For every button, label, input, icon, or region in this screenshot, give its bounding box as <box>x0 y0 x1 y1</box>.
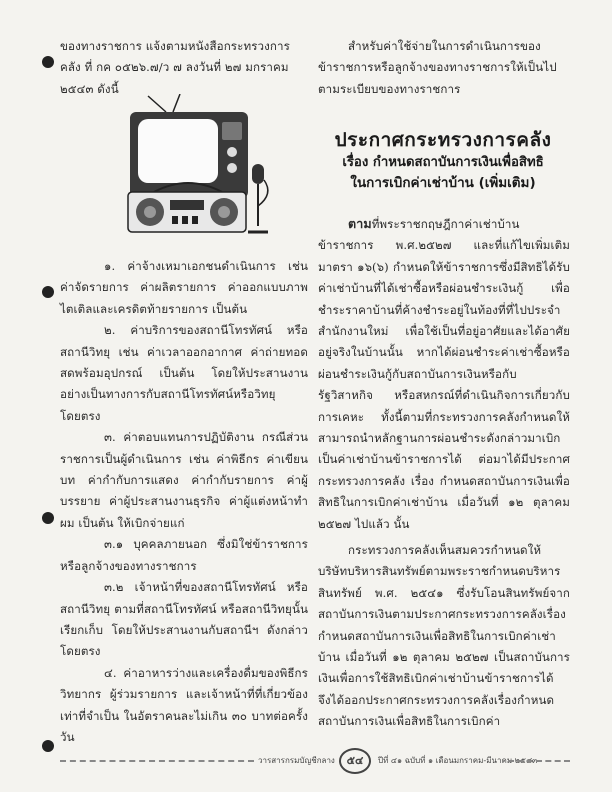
lead-word: ตาม <box>348 216 372 231</box>
issue-info: ปีที่ ๔๑ ฉบับที่ ๑ เดือนมกราคม-มีนาคม ๒๕๔๓ <box>378 756 538 765</box>
list-item: ๑. ค่าจ้างเหมาเอกชนดำเนินการ เช่น ค่าจัดรายการ ค่าผลิตรายการ ค่าออกแบบภาพไตเติลและเครดิตท้ายรายการ เป็นต้น <box>60 259 308 316</box>
binder-hole <box>42 286 54 298</box>
announcement-headline <box>316 128 570 194</box>
headline-title: ประกาศกระทรวงการคลัง <box>334 129 552 151</box>
microphone-icon <box>248 164 268 232</box>
headline-subject: เรื่อง กำหนดสถาบันการเงินเพื่อสิทธิ <box>342 155 544 170</box>
media-illustration <box>118 94 278 244</box>
left-column-intro <box>60 36 308 100</box>
list-item: ๔. ค่าอาหารว่างและเครื่องดื่มของพิธีกร วิทยากร ผู้ร่วมรายการ และเจ้าหน้าที่ที่เกี่ยวข้อง เท่าที่จำเป็น ในอัตราคนละไม่เกิน ๓๐ บาทต่อครั้งวัน <box>60 665 308 744</box>
list-item: ๒. ค่าบริการของสถานีโทรทัศน์ หรือสถานีวิทยุ เช่น ค่าเวลาออกอากาศ ค่าถ่ายทอดสดพร้อมอุปกรณ์ เป็นต้น โดยให้ประสานงานอย่างเป็นทางการกับสถานีโทรทัศน์หรือวิทยุ โดยตรง <box>60 323 308 423</box>
headline-subject-cont: ในการเบิกค่าเช่าบ้าน (เพิ่มเติม) <box>350 175 536 191</box>
binder-hole <box>42 56 54 68</box>
right-column-intro <box>318 36 570 100</box>
body-text: ที่พระราชกฤษฎีกาค่าเช่าบ้านข้าราชการ พ.ศ.๒๕๒๗ และที่แก้ไขเพิ่มเติม มาตรา ๑๖(๖) กำหนดให้ข้าราชการซึ่งมีสิทธิได้รับค่าเช่าบ้านที่ได้เช่าซื้อหรือผ่อนชำระเงินกู้ เพื่อชำระราคาบ้านที่ค้างชำระอยู่ในท้องที่ที่ไปประจำสำนักงานใหม่ เพื่อใช้เป็นที่อยู่อาศัยและได้อาศัยอยู่จริงในบ้านนั้น หากได้ผ่อนชำระค่าเช่าซื้อหรือผ่อนชำระเงินกู้กับสถาบันการเงินหรือกับรัฐวิสาหกิจ หรือสหกรณ์ที่ดำเนินกิจการเกี่ยวกับการเคหะ ทั้งนี้ตามที่กระทรวงการคลังกำหนดให้สามารถนำหลักฐานการผ่อนชำระดังกล่าวมาเบิกเป็นค่าเช่าบ้านข้าราชการได้ ต่อมาได้มีประกาศกระทรวงการคลัง เรื่อง กำหนดสถาบันการเงินเพื่อสิทธิในการเบิกค่าเช่าบ้าน เมื่อวันที่ ๑๒ ตุลาคม ๒๕๒๗ ไปแล้ว นั้น <box>318 217 570 531</box>
list-item: ๓.๒ เจ้าหน้าที่ของสถานีโทรทัศน์ หรือสถานีวิทยุ ตามที่สถานีโทรทัศน์ หรือสถานีวิทยุนั้นเรียกเก็บ โดยให้ประสานงานกับสถานีฯ ดังกล่าวโดยตรง <box>60 580 308 659</box>
right-column-continued <box>318 540 570 733</box>
magazine-name: วารสารกรมบัญชีกลาง <box>258 756 335 765</box>
page-number: ๕๔ <box>339 748 371 774</box>
page-footer <box>60 748 570 774</box>
footer-divider <box>60 760 254 762</box>
intro-paragraph: ของทางราชการ แจ้งตามหนังสือกระทรวงการคลัง ที่ กค ๐๕๒๖.๗/ว ๗ ลงวันที่ ๒๗ มกราคม ๒๕๔๓ ดังนี้ <box>60 39 290 96</box>
left-column-items <box>60 256 308 748</box>
body-paragraph <box>318 213 570 535</box>
footer-divider <box>508 760 570 762</box>
list-item: ๓. ค่าตอบแทนการปฏิบัติงาน กรณีส่วนราชการเป็นผู้ดำเนินการ เช่น ค่าพิธีกร ค่าเขียนบท ค่ากำกับการแสดง ค่ากำกับรายการ ค่าผู้บรรยาย ค่าผู้ประสานงานธุรกิจ ค่าผู้แต่งหน้าทำผม เป็นต้น ให้เบิกจ่ายแก่ <box>60 430 308 530</box>
body-paragraph-2: กระทรวงการคลังเห็นสมควรกำหนดให้บริษัทบริหารสินทรัพย์ตามพระราชกำหนดบริหารสินทรัพย์ พ.ศ. ๒๕๔๑ ซึ่งรับโอนสินทรัพย์จากสถาบันการเงินตามประกาศกระทรวงการคลังเรื่อง กำหนดสถาบันการเงินเพื่อสิทธิในการเบิกค่าเช่าบ้าน เมื่อวันที่ ๑๒ ตุลาคม ๒๕๒๗ เป็นสถาบันการเงินเพื่อการใช้สิทธิเบิกค่าเช่าบ้านข้าราชการได้ จึงได้ออกประกาศกระทรวงการคลังเรื่องกำหนดสถาบันการเงินเพื่อสิทธิในการเบิกค่า <box>318 543 570 729</box>
right-column-body <box>318 213 570 535</box>
binder-hole <box>42 740 54 752</box>
list-item: ๓.๑ บุคคลภายนอก ซึ่งมิใช่ข้าราชการหรือลูกจ้างของทางราชการ <box>60 537 308 573</box>
binder-hole <box>42 512 54 524</box>
right-intro-paragraph: สำหรับค่าใช้จ่ายในการดำเนินการของข้าราชการหรือลูกจ้างของทางราชการให้เป็นไปตามระเบียบของทางราชการ <box>318 39 557 96</box>
